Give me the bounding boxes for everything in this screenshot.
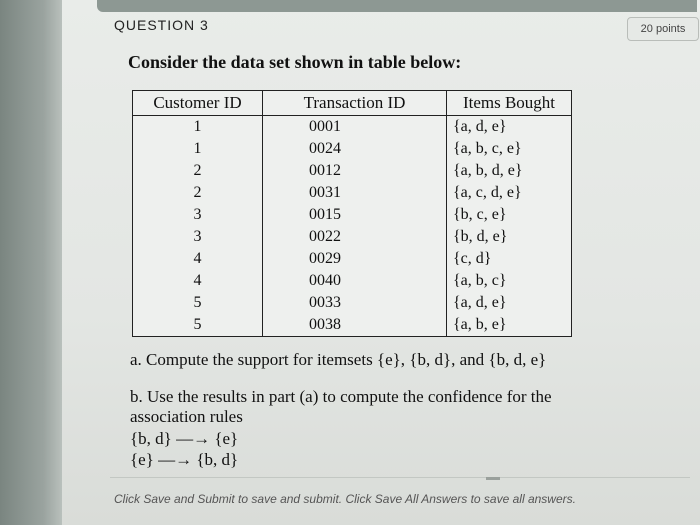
table-row — [133, 292, 572, 314]
cell-items-bought: {a, d, e} — [447, 116, 572, 139]
cell-customer-id: 4 — [133, 270, 263, 292]
cell-transaction-id: 0024 — [263, 138, 447, 160]
cell-customer-id: 2 — [133, 182, 263, 204]
header-transaction-id: Transaction ID — [263, 91, 447, 116]
cell-items-bought: {b, c, e} — [447, 204, 572, 226]
cell-transaction-id: 0015 — [263, 204, 447, 226]
question-prompt: Consider the data set shown in table below: — [128, 52, 462, 72]
points-badge: 20 points — [627, 17, 699, 41]
cell-transaction-id: 0022 — [263, 226, 447, 248]
cell-items-bought: {a, b, c} — [447, 270, 572, 292]
resize-handle[interactable] — [486, 477, 500, 480]
table-row — [133, 160, 572, 182]
footer-instructions: Click Save and Submit to save and submit. Click Save All Answers to save all answers. — [114, 492, 576, 506]
header-items-bought: Items Bought — [447, 91, 572, 116]
cell-items-bought: {a, d, e} — [447, 292, 572, 314]
part-a-text: a. Compute the support for itemsets {e}, {b, d}, and {b, d, e} — [130, 350, 547, 369]
cell-customer-id: 5 — [133, 292, 263, 314]
cell-transaction-id: 0033 — [263, 292, 447, 314]
table-row — [133, 248, 572, 270]
table-row — [133, 314, 572, 337]
cell-items-bought: {a, b, e} — [447, 314, 572, 337]
screen-bezel — [0, 0, 62, 525]
cell-customer-id: 2 — [133, 160, 263, 182]
cell-customer-id: 3 — [133, 204, 263, 226]
cell-customer-id: 1 — [133, 116, 263, 139]
page-top-bar — [97, 0, 697, 12]
cell-transaction-id: 0040 — [263, 270, 447, 292]
cell-items-bought: {a, b, d, e} — [447, 160, 572, 182]
cell-items-bought: {a, b, c, e} — [447, 138, 572, 160]
cell-items-bought: {c, d} — [447, 248, 572, 270]
table-row — [133, 182, 572, 204]
cell-customer-id: 4 — [133, 248, 263, 270]
question-page — [62, 0, 700, 525]
cell-transaction-id: 0029 — [263, 248, 447, 270]
table-row — [133, 116, 572, 139]
table-row — [133, 138, 572, 160]
cell-transaction-id: 0012 — [263, 160, 447, 182]
cell-transaction-id: 0001 — [263, 116, 447, 139]
transaction-table — [132, 90, 572, 337]
table-row — [133, 226, 572, 248]
footer-divider — [110, 477, 690, 478]
table-header-row — [133, 91, 572, 116]
cell-items-bought: {a, c, d, e} — [447, 182, 572, 204]
cell-customer-id: 3 — [133, 226, 263, 248]
association-rule: {e} —→ {b, d} — [130, 450, 239, 469]
table-row — [133, 204, 572, 226]
cell-items-bought: {b, d, e} — [447, 226, 572, 248]
question-header: QUESTION 3 — [114, 17, 209, 33]
header-customer-id: Customer ID — [133, 91, 263, 116]
cell-transaction-id: 0038 — [263, 314, 447, 337]
cell-transaction-id: 0031 — [263, 182, 447, 204]
association-rule: {b, d} —→ {e} — [130, 429, 239, 448]
part-b-text: b. Use the results in part (a) to compute the confidence for the association rules — [130, 387, 552, 426]
table-row — [133, 270, 572, 292]
cell-customer-id: 5 — [133, 314, 263, 337]
cell-customer-id: 1 — [133, 138, 263, 160]
